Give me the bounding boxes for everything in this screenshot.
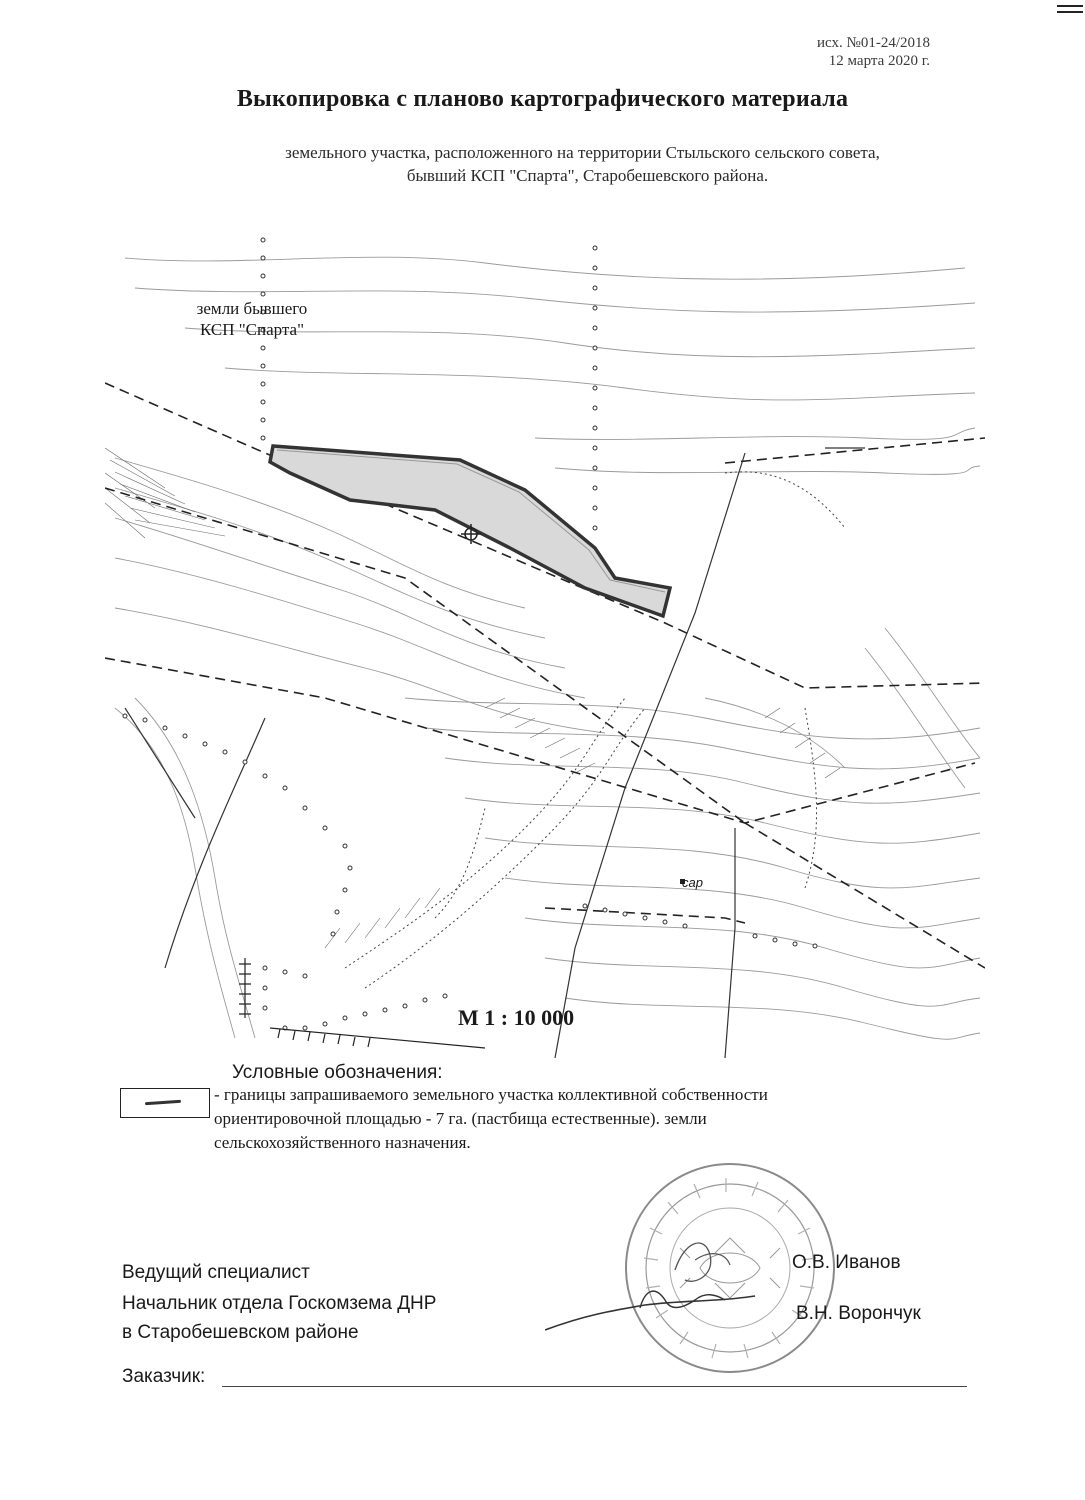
department-head-title-line-2: в Старобешевском районе — [122, 1322, 359, 1343]
lead-specialist-title: Ведущий специалист — [122, 1262, 310, 1283]
department-head-title-line-1: Начальник отдела Госкомзема ДНР — [122, 1293, 437, 1314]
subtitle-line-1: земельного участка, расположенного на территории Стыльского сельского совета, — [285, 143, 880, 162]
map-drawing — [105, 228, 985, 1058]
lead-specialist-name: О.В. Иванов — [792, 1252, 901, 1273]
reference-date: 12 марта 2020 г. — [828, 53, 930, 69]
handwritten-signature — [545, 1230, 765, 1340]
lands-label-line-2: КСП "Спарта" — [199, 320, 305, 339]
contour-lines — [115, 257, 980, 1039]
legend-swatch-stroke — [145, 1100, 181, 1106]
scale-ruler-marker — [239, 958, 485, 1048]
scan-edge-mark — [1055, 0, 1085, 24]
legend-line-3: сельскохозяйственного назначения. — [214, 1133, 471, 1152]
customer-signature-line — [222, 1386, 967, 1387]
customer-label: Заказчик: — [122, 1366, 206, 1387]
lands-label — [172, 298, 332, 340]
map-scale: М 1 : 10 000 — [458, 1005, 575, 1030]
legend-description — [214, 1083, 914, 1155]
dotted-boundaries — [123, 238, 817, 1030]
legend-swatch — [120, 1088, 210, 1118]
boundary-lines — [105, 383, 985, 968]
topographic-map — [105, 228, 985, 1058]
lands-label-line-1: земли бывшего — [196, 299, 308, 318]
legend-line-1: - границы запрашиваемого земельного участка коллективной собственности — [214, 1085, 768, 1104]
legend-title: Условные обозначения: — [232, 1062, 443, 1083]
department-head-name: В.Н. Ворончук — [796, 1303, 921, 1324]
reference-number: исх. №01-24/2018 — [817, 35, 930, 51]
subtitle-line-2: бывший КСП "Спарта", Старобешевского района. — [406, 166, 769, 185]
legend-line-2: ориентировочной площадью - 7 га. (пастбища естественные). земли — [214, 1109, 707, 1128]
document-title: Выкопировка с планово картографического материала — [236, 86, 849, 112]
place-label: сар — [682, 875, 703, 890]
